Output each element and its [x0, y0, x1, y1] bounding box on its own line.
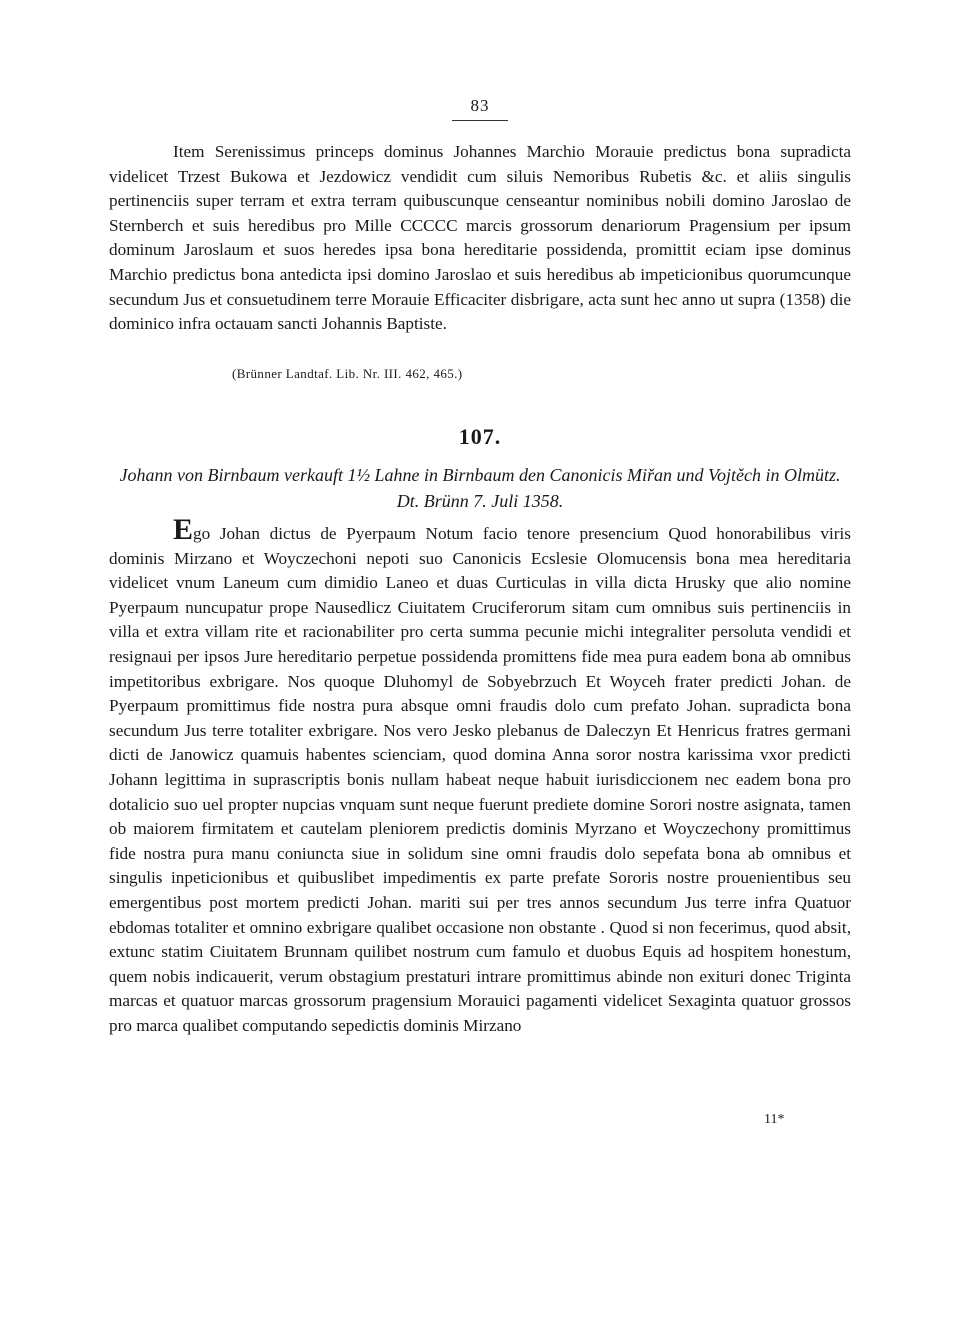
drop-cap: E — [173, 513, 194, 546]
document-number: 107. — [458, 424, 502, 449]
signature-mark: 11* — [764, 1112, 785, 1127]
source-note: (Brünner Landtaf. Lib. Nr. III. 462, 465.) — [232, 366, 463, 381]
paragraph-item — [109, 140, 851, 337]
page-number-rule — [452, 120, 508, 121]
charter-paragraph — [109, 513, 851, 1038]
charter-body: go Johan dictus de Pyerpaum Notum facio tenore presencium Quod honorabilibus viris dominis Mirzano et Woyczechoni nepoti suo Canonicis Ecslesie Olomucensis bona mea hereditaria videlicet vnum Laneum cum dimidio Laneo et duas Curticulas in villa dicta Hrusky que alio nomine Pyerpaum nuncupatur prope Nausedlicz Ciuitatem Cruciferorum sitam cum omnibus suis pertinenciis in villa et extra villam rite et racionabiliter pro certa summa pecunie michi integraliter persoluta vendidi et resignaui per ipsos Jure hereditario perpetue possidenda promittens fide mea pura eadem bona ab omnibus impetitoribus exbrigare. Nos quoque Dluhomyl de Sobyebrzuch Et Woyceh frater predicti Johan. de Pyerpaum promittimus fide nostra pura absque omni fraudis dolo cum prefato Johan. supradicta bona secundum Jus terre totaliter exbrigare. Nos vero Jesko plebanus de Daleczyn Et Henricus fratres germani dicti de Janowicz quamuis habentes scienciam, quod domina Anna soror nostra karissima vxor predicti Johann legittima in suprascriptis bonis nullam habeat neque habuit iurisdiccionem nec eadem bona pro dotalicio suo uel propter nupcias vnquam sunt neque fuerunt prediete domine Sorori nostre asignata, tamen ob maiorem firmitatem et cautelam pleniorem predictis dominis Myrzano et Woyczechony promittimus fide nostra pura manu coniuncta siue in solidum sine omni fraudis dolo sepefata bona ab omnibus et singulis inpeticionibus et quibuslibet impedimentis ex parte prefate Sororis nostre prouenientibus seu emergentibus post mortem predicti Johan. mariti sui per tres annos secundum Jus terre infra Quatuor ebdomas totaliter et omnino exbrigare qualibet occasione non obstante . Quod si non fecerimus, quod absit, extunc statim Ciuitatem Brunnam quilibet nostrum cum famulo et duobus Equis ad hospitem honestum, quem nobis indicauerit, verum obstagium prestaturi intrare promittimus abinde non exituri donec Triginta marcas et quatuor marcas grossorum pragensium Morauici pagamenti videlicet Sexaginta quatuor grossos pro marca qualibet computando sepedictis dominis Mirzano — [109, 524, 851, 1035]
paragraph-text: Item Serenissimus princeps dominus Johannes Marchio Morauie predictus bona supradicta videlicet Trzest Bukowa et Jezdowicz vendidit cum siluis Nemoribus Rubetis &c. et aliis singulis pertinenciis super terram et extra terram quibuscunque censeantur nominibus nobili domino Jaroslao de Sternberch et suis heredibus pro Mille CCCCC marcis grossorum denariorum Pragensium per ipsum dominum Jaroslaum et suos heredes ipsa bona hereditarie possidenda, promittit eciam ipse dominus Marchio predictus bona antedicta ipsi domino Jaroslao et suis heredibus ab impeticionibus quorumcunque secundum Jus et consuetudinem terre Morauie Efficaciter disbrigare, acta sunt hec anno ut supra (1358) die dominico infra octauam sancti Johannis Baptiste. — [109, 142, 851, 334]
charter-text — [109, 513, 851, 1038]
page-number: 83 — [470, 96, 490, 115]
document-title: Johann von Birnbaum verkauft 1½ Lahne in Birnbaum den Canonicis Miřan und Vojtěch in Olmütz. Dt. Brünn 7. Juli 1358. — [119, 465, 841, 511]
